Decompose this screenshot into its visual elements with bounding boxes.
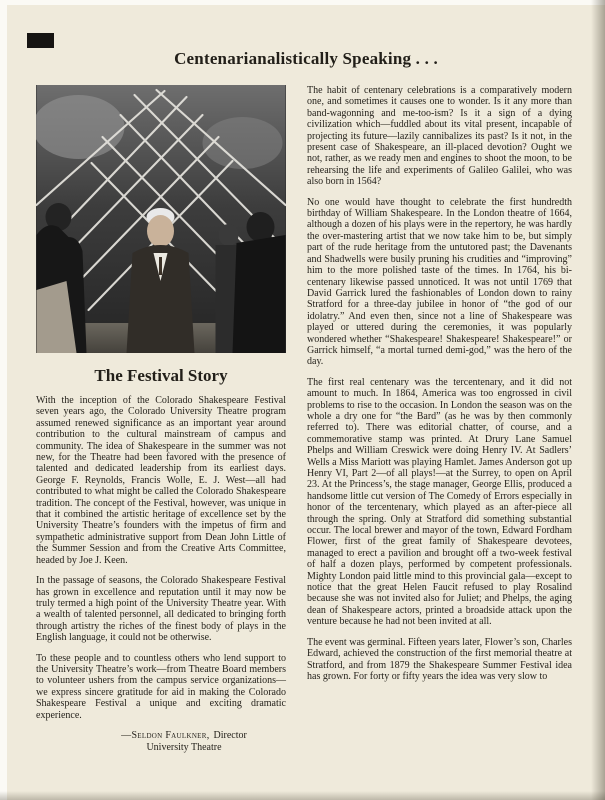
page-number-box <box>27 33 54 48</box>
face <box>147 215 174 247</box>
essay-paragraph-2: No one would have thought to celebrate the first hundredth birthday of William Shakespeare. In the London theatre of 1664, although a dozen of his plays were in the repertory, he was hardly the over-mastering artist that we now take him to be, but simply part of the rude heritage from the untutored past; the Davenants and Shadwells were busily pruning his crudities and “improving” him to the more polished taste of the times. In 1764, his bi-centenary likewise passed unnoticed. It was not until 1769 that David Garrick lured the fashionables of London down to rainy Stratford for a three-day jubilee in honor of “the god of our idolatry.” And even then, since not a line of Shakespeare was played or uttered during the ceremonies, it was popularly wondered whether “Shakespeare! Shakespeare! Shakespeare!” or Garrick himself, “a mortal turned demi-god,” was the hero of the day. <box>307 196 572 368</box>
page-edge-shadow-right <box>591 0 605 800</box>
essay-paragraph-1: The habit of centenary celebrations is a comparatively modern one, and sometimes it causes one to wonder. Is it any more than band-wagonning and me-too-ism? Is it a sign of a dying civilization which—fuddled about its vital present, incapable of projecting its future—lazily cannibalizes its past? Is it not, in the present case of Shakespeare, an ill-placed devotion? Ought we not, rather, as we ready men and engines to shoot the moon, to be rehearsing the life and experiments of Galileo Galilei, who was also born in 1564? <box>307 85 572 188</box>
signature-block <box>36 730 286 753</box>
tie <box>159 257 162 275</box>
festival-photo <box>36 85 286 353</box>
signature-name: —Seldon Faulkner, <box>121 729 210 741</box>
page-title: Centenarianalistically Speaking . . . <box>174 49 438 68</box>
signature-affiliation: University Theatre <box>146 741 222 753</box>
right-column <box>307 85 572 691</box>
light-patch <box>36 95 125 159</box>
page-edge-shadow-bottom <box>0 791 605 800</box>
festival-story-paragraph-2: In the passage of seasons, the Colorado Shakespeare Festival has grown in excellence and reputation until it may now be truly termed a high point of the University Theatre year. With a wealth of talented personnel, all dedicated to bringing forth through artistry the riches of the finest body of plays in the English language, it could not be otherwise. <box>36 575 286 644</box>
page-sheet <box>7 5 605 800</box>
festival-story-heading: The Festival Story <box>94 366 228 385</box>
essay-paragraph-4: The event was germinal. Fifteen years later, Flower’s son, Charles Edward, achieved the construction of the first memorial theatre at Stratford, and from 1879 the Shakespeare Summer Festival idea has grown. For forty or fifty years the idea was very slow to <box>307 636 572 682</box>
essay-paragraph-3: The first real centenary was the tercentenary, and it did not amount to much. In 1864, America was too engrossed in civil problems to rise to the occasion. In London the season was on the whole a dry one for “the Bard” (as he was by then commonly referred to). There was editorial chatter, of course, and a commemorative stamp was printed. At Drury Lane Samuel Phelps and William Creswick were doing Henry IV. At Sadlers’ Wells a Miss Mariott was playing Hamlet. James Anderson got up Henry VI, Part 2—of all plays!—at the Surrey, to open on April 23. At the Princess’s, the stage manager, George Ellis, produced a handsome little cut version of The Comedy of Errors especially in honor of the tercentenary, which played as an after-piece all through the spring. Only at Stratford did something substantial occur. The local brewer and mayor of the town, Edward Fordham Flower, first of the great family of Shakespeare devotees, managed to erect a pavilion and brought off a two-week festival of half a dozen plays, performed by competent professionals. Mighty London paid little mind to this provincial gala—except to notice that the great Helen Faucit refused to play Rosalind because she was not invited also for Juliet; and Phelps, the aging dean of Shakespeare actors, printed a broadside attack upon the venture because he had not been invited at all. <box>307 376 572 628</box>
festival-story-paragraph-3: To these people and to countless others who lend support to the University Theatre’s work—from Theatre Board members to volunteer ushers from the campus service organizations—we express sincere gratitude for aid in making the Colorado Shakespeare Festival a unique and exciting dramatic experience. <box>36 652 286 721</box>
signature-line <box>82 730 286 742</box>
signature-role: Director <box>213 729 247 741</box>
festival-story-paragraph-1: With the inception of the Colorado Shakespeare Festival seven years ago, the Colorado University Theatre program assumed renewed significance as an important year around contribution to the cultural mainstream of campus and community. The idea of Shakespeare in the summer was not new, for the Theatre had been favored with the presence of talented and dedicated leadership from its earliest days. George F. Reynolds, Francis Wolle, E. J. West—all had contributed to what might be called the Colorado Shakespeare tradition. The concept of the Festival, however, was unique in that it combined the artistic heritage of excellence set by the University Theatre’s founders with the impetus of firm and sympathetic administrative support from Dean John Little of the Summer Session and from the Creative Arts Committee, headed by Joe J. Keen. <box>36 395 286 566</box>
left-column <box>36 85 286 753</box>
